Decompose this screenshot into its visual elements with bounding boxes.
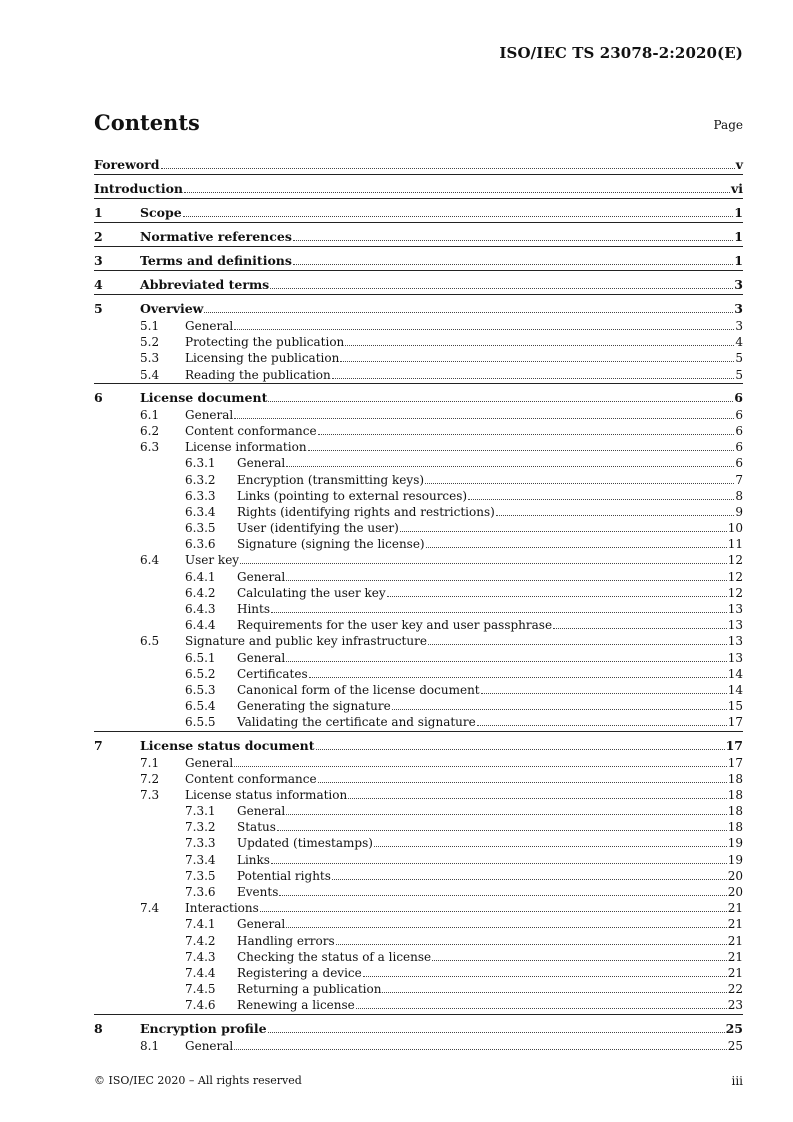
- dot-leader: [348, 798, 727, 799]
- toc-entry-number: 7.3.5: [185, 868, 216, 883]
- toc-entry-title: Handling errors: [237, 933, 335, 948]
- toc-entry-title: Certificates: [237, 666, 308, 681]
- toc-entry-page: 11: [727, 537, 743, 552]
- toc-entry-page: 19: [727, 836, 743, 851]
- toc-entry-page: 5: [735, 351, 743, 366]
- toc-entry-number: 7.1: [140, 755, 160, 770]
- toc-entry-number: 6.3.3: [185, 488, 216, 503]
- toc-entry[interactable]: [94, 682, 743, 698]
- toc-entry-page: 21: [727, 901, 743, 916]
- toc-entry[interactable]: [94, 552, 743, 568]
- dot-leader: [268, 401, 733, 402]
- toc-entry-title: General: [237, 804, 286, 819]
- toc-entry-page: 13: [727, 634, 743, 649]
- toc-entry[interactable]: [94, 650, 743, 666]
- toc-entry-page: 21: [727, 933, 743, 948]
- toc-entry-number: 7.4.6: [185, 998, 216, 1013]
- toc-entry[interactable]: [94, 520, 743, 536]
- toc-entry[interactable]: [94, 852, 743, 868]
- toc-entry[interactable]: [94, 334, 743, 350]
- toc-entry[interactable]: [94, 180, 743, 198]
- dot-leader: [293, 264, 733, 265]
- dot-leader: [374, 846, 727, 847]
- toc-entry-number: 6.5.5: [185, 715, 216, 730]
- dot-leader: [425, 483, 734, 484]
- toc-entry-title: Registering a device: [237, 965, 362, 980]
- toc-entry-title: General: [185, 755, 234, 770]
- toc-entry-number: 7.3: [140, 787, 160, 802]
- toc-entry-title: Generating the signature: [237, 699, 391, 714]
- toc-entry[interactable]: [94, 156, 743, 174]
- dot-leader: [318, 782, 727, 783]
- toc-entry-title: Protecting the publication: [185, 335, 345, 350]
- dot-leader: [260, 911, 727, 912]
- toc-entry-title: License information: [185, 440, 307, 455]
- toc-entry-number: 6.5.4: [185, 699, 216, 714]
- dot-leader: [345, 345, 734, 346]
- toc-entry-number: 6.3: [140, 440, 160, 455]
- toc-entry-title: Events: [237, 885, 279, 899]
- toc-entry-title: Links: [237, 852, 270, 867]
- toc-entry-number: 6.5.2: [185, 666, 216, 681]
- toc-entry-number: 7.4.5: [185, 982, 216, 997]
- toc-entry-number: 7.4.1: [185, 917, 216, 932]
- toc-entry[interactable]: [94, 787, 743, 803]
- toc-entry-number: 6.2: [140, 423, 160, 438]
- toc-entry-number: 7.4: [140, 901, 160, 916]
- toc-entry-page: 4: [735, 335, 743, 350]
- toc-entry[interactable]: [94, 933, 743, 949]
- dot-leader: [286, 580, 726, 581]
- toc-entry-number: 7.4.3: [185, 949, 216, 964]
- dot-leader: [271, 612, 727, 613]
- toc-entry-title: Checking the status of a license: [237, 949, 432, 964]
- dot-leader: [308, 450, 735, 451]
- toc-entry[interactable]: [94, 367, 743, 383]
- toc-entry-title: Introduction: [94, 181, 184, 196]
- toc-entry-page: 25: [727, 1038, 743, 1053]
- toc-entry[interactable]: [94, 472, 743, 488]
- toc-entry-number: 7.3.1: [185, 804, 216, 819]
- toc-entry-title: License status document: [140, 737, 315, 753]
- toc-entry-number: 6.4.1: [185, 569, 216, 584]
- toc-entry[interactable]: [94, 536, 743, 552]
- toc-entry-title: License status information: [185, 787, 348, 802]
- toc-entry-page: 19: [727, 852, 743, 867]
- toc-entry[interactable]: [94, 252, 743, 270]
- toc-entry[interactable]: [94, 900, 743, 916]
- toc-entry[interactable]: [94, 389, 743, 407]
- toc-entry-number: 8.1: [140, 1038, 160, 1053]
- toc-entry[interactable]: [94, 276, 743, 294]
- toc-entry-page: 7: [735, 472, 743, 487]
- toc-entry-number: 4: [94, 277, 103, 292]
- dot-leader: [332, 879, 727, 880]
- dot-leader: [279, 895, 726, 896]
- toc-entry-page: 12: [727, 553, 743, 568]
- toc-entry-number: 5.4: [140, 367, 160, 382]
- toc-entry-number: 6.5.1: [185, 650, 216, 665]
- toc-entry[interactable]: [94, 350, 743, 366]
- toc-entry-page: vi: [730, 181, 743, 196]
- toc-entry-title: General: [237, 569, 286, 584]
- dot-leader: [271, 863, 727, 864]
- toc-entry-page: 3: [734, 277, 743, 292]
- toc-entry[interactable]: [94, 698, 743, 714]
- dot-leader: [234, 766, 726, 767]
- dot-leader: [481, 693, 727, 694]
- toc-entry-number: 5.3: [140, 351, 160, 366]
- dot-leader: [553, 628, 727, 629]
- dot-leader: [234, 418, 734, 419]
- dot-leader: [477, 725, 727, 726]
- toc-entry[interactable]: [94, 204, 743, 222]
- toc-entry-page: 13: [727, 650, 743, 665]
- toc-entry[interactable]: [94, 714, 743, 730]
- toc-entry[interactable]: [94, 755, 743, 771]
- toc-entry-title: Normative references: [140, 229, 292, 244]
- toc-entry[interactable]: [94, 318, 743, 334]
- toc-entry[interactable]: [94, 569, 743, 585]
- dot-leader: [316, 749, 725, 750]
- toc-entry-page: 6: [735, 423, 743, 438]
- toc-entry-title: General: [185, 407, 234, 422]
- toc-entry-page: 6: [734, 389, 743, 405]
- dot-leader: [268, 1032, 725, 1033]
- toc-entry-number: 7.3.3: [185, 836, 216, 851]
- dot-leader: [286, 466, 734, 467]
- toc-entry-number: 6.4: [140, 553, 160, 568]
- toc-entry-page: 5: [735, 367, 743, 382]
- toc-entry-title: Links (pointing to external resources): [237, 488, 468, 503]
- toc-entry[interactable]: [94, 1020, 743, 1038]
- toc-entry-page: 18: [727, 804, 743, 819]
- dot-leader: [387, 596, 727, 597]
- toc-entry-page: 15: [727, 699, 743, 714]
- toc-entry-title: Rights (identifying rights and restrictions): [237, 504, 495, 519]
- toc-entry-number: 6.5.3: [185, 682, 216, 697]
- dot-leader: [432, 960, 727, 961]
- copyright-notice: © ISO/IEC 2020 – All rights reserved: [94, 1074, 302, 1087]
- toc-entry-page: 13: [727, 602, 743, 616]
- document-id: ISO/IEC TS 23078-2:2020(E): [499, 44, 743, 62]
- toc-entry-title: Calculating the user key: [237, 585, 386, 600]
- toc-entry[interactable]: [94, 633, 743, 649]
- toc-entry[interactable]: [94, 835, 743, 851]
- toc-entry-number: 7.3.2: [185, 820, 216, 835]
- dot-leader: [363, 976, 727, 977]
- toc-entry-page: 8: [735, 488, 743, 503]
- toc-entry-page: 6: [735, 407, 743, 422]
- toc-entry-number: 6.3.6: [185, 537, 216, 552]
- page-column-label: Page: [713, 118, 743, 132]
- toc-entry-title: Terms and definitions: [140, 253, 292, 268]
- toc-entry-page: 25: [725, 1020, 743, 1036]
- dot-leader: [392, 709, 727, 710]
- toc-entry-page: 1: [734, 253, 743, 268]
- toc-entry-page: 9: [735, 504, 743, 519]
- toc-entry-title: General: [237, 917, 286, 932]
- dot-leader: [286, 814, 726, 815]
- toc-entry-number: 7.4.2: [185, 933, 216, 948]
- toc-entry-page: 23: [727, 998, 743, 1013]
- toc-entry-page: 21: [727, 965, 743, 980]
- toc-entry-title: Signature (signing the license): [237, 537, 425, 552]
- dot-leader: [309, 677, 727, 678]
- toc-entry-title: Canonical form of the license document: [237, 682, 480, 697]
- page-number: iii: [731, 1074, 743, 1088]
- toc-entry-number: 7.3.6: [185, 885, 216, 899]
- toc-entry[interactable]: [94, 965, 743, 981]
- toc-entry-title: Licensing the publication: [185, 351, 340, 366]
- toc-entry-number: 2: [94, 229, 103, 244]
- toc-entry-number: 1: [94, 205, 103, 220]
- toc-entry-page: 14: [727, 666, 743, 681]
- dot-leader: [234, 1049, 726, 1050]
- toc-entry-title: Updated (timestamps): [237, 836, 373, 851]
- toc-entry-number: 5.2: [140, 335, 160, 350]
- toc-entry-title: Potential rights: [237, 868, 331, 883]
- toc-entry-number: 6.3.1: [185, 456, 216, 471]
- toc-entry-title: License document: [140, 389, 268, 405]
- toc-entry-number: 3: [94, 253, 103, 268]
- toc-entry[interactable]: [94, 819, 743, 835]
- dot-leader: [183, 216, 734, 217]
- dot-leader: [161, 168, 735, 169]
- toc-entry-title: Interactions: [185, 901, 259, 916]
- toc-entry[interactable]: [94, 1038, 743, 1054]
- toc-entry-page: 17: [725, 737, 743, 753]
- toc-entry[interactable]: [94, 228, 743, 246]
- toc-entry[interactable]: [94, 949, 743, 965]
- toc-entry-page: 18: [727, 820, 743, 835]
- dot-leader: [340, 361, 734, 362]
- toc-entry-title: Scope: [140, 205, 182, 220]
- toc-entry-page: 21: [727, 949, 743, 964]
- toc-entry-number: 8: [94, 1020, 103, 1036]
- toc-entry-page: 18: [727, 787, 743, 802]
- toc-entry-page: 10: [727, 521, 743, 536]
- toc-entry[interactable]: [94, 868, 743, 884]
- toc-entry[interactable]: [94, 439, 743, 455]
- dot-leader: [332, 378, 735, 379]
- dot-leader: [286, 661, 726, 662]
- toc-entry-page: 18: [727, 771, 743, 786]
- toc-entry-title: General: [237, 456, 286, 471]
- toc-entry-page: 22: [727, 982, 743, 997]
- toc-entry-title: Signature and public key infrastructure: [185, 634, 427, 649]
- toc-entry-title: Encryption profile: [140, 1020, 267, 1036]
- toc-entry-title: Foreword: [94, 157, 160, 172]
- toc-entry-page: 17: [727, 715, 743, 730]
- toc-entry-number: 6.3.2: [185, 472, 216, 487]
- toc-entry[interactable]: [94, 585, 743, 601]
- dot-leader: [426, 547, 727, 548]
- toc-entry[interactable]: [94, 423, 743, 439]
- toc-entry[interactable]: [94, 666, 743, 682]
- toc-entry-page: 13: [727, 618, 743, 633]
- toc-entry-page: 6: [735, 440, 743, 455]
- toc-entry-page: 20: [727, 868, 743, 883]
- toc-entry-number: 6.4.3: [185, 602, 216, 616]
- toc-entry-title: Status: [237, 820, 276, 835]
- toc-entry-page: 3: [735, 319, 743, 333]
- toc-entry-page: 1: [734, 205, 743, 220]
- toc-entry-title: Reading the publication: [185, 367, 331, 382]
- toc-entry[interactable]: [94, 455, 743, 471]
- toc-entry-title: Content conformance: [185, 771, 317, 786]
- toc-entry-title: General: [185, 319, 234, 333]
- toc-entry-title: Requirements for the user key and user passphrase: [237, 618, 553, 633]
- toc-entry-number: 6.3.5: [185, 521, 216, 536]
- toc-entry[interactable]: [94, 803, 743, 819]
- toc-entry-page: 21: [727, 917, 743, 932]
- toc-entry[interactable]: [94, 737, 743, 755]
- dot-leader: [318, 434, 735, 435]
- toc-entry[interactable]: [94, 407, 743, 423]
- dot-leader: [400, 531, 727, 532]
- toc-entry-page: v: [735, 157, 743, 172]
- toc-entry[interactable]: [94, 488, 743, 504]
- toc-entry-page: 1: [734, 229, 743, 244]
- toc-entry-title: Renewing a license: [237, 998, 355, 1013]
- dot-leader: [496, 515, 735, 516]
- toc-entry-number: 6.1: [140, 407, 160, 422]
- toc-entry[interactable]: [94, 504, 743, 520]
- table-of-contents: [94, 154, 743, 1054]
- toc-entry-number: 6.4.4: [185, 618, 216, 633]
- dot-leader: [184, 192, 730, 193]
- toc-entry-title: Overview: [140, 301, 204, 316]
- toc-entry-number: 5: [94, 301, 103, 316]
- toc-entry-title: General: [237, 650, 286, 665]
- toc-entry-number: 6.3.4: [185, 504, 216, 519]
- toc-entry-number: 5.1: [140, 319, 160, 333]
- toc-entry[interactable]: [94, 771, 743, 787]
- toc-entry-page: 14: [727, 682, 743, 697]
- toc-entry-page: 20: [727, 885, 743, 899]
- dot-leader: [468, 499, 734, 500]
- toc-entry-title: User (identifying the user): [237, 521, 399, 536]
- dot-leader: [286, 927, 726, 928]
- toc-entry-title: User key: [185, 553, 240, 568]
- toc-entry-title: Content conformance: [185, 423, 317, 438]
- page-title: Contents: [94, 110, 200, 135]
- dot-leader: [270, 288, 733, 289]
- toc-entry[interactable]: [94, 300, 743, 318]
- toc-entry[interactable]: [94, 617, 743, 633]
- dot-leader: [293, 240, 733, 241]
- toc-entry-number: 7.2: [140, 771, 160, 786]
- toc-entry-title: Validating the certificate and signature: [237, 715, 476, 730]
- toc-entry-number: 7: [94, 737, 103, 753]
- dot-leader: [240, 563, 727, 564]
- dot-leader: [234, 329, 734, 330]
- toc-entry-number: 7.3.4: [185, 852, 216, 867]
- dot-leader: [428, 644, 727, 645]
- toc-entry[interactable]: [94, 916, 743, 932]
- toc-entry[interactable]: [94, 884, 743, 900]
- toc-entry-title: Encryption (transmitting keys): [237, 472, 425, 487]
- toc-entry-number: 6: [94, 389, 103, 405]
- dot-leader: [382, 992, 726, 993]
- toc-entry-title: Returning a publication: [237, 982, 382, 997]
- toc-entry-title: Hints: [237, 602, 271, 616]
- dot-leader: [336, 944, 727, 945]
- dot-leader: [356, 1008, 727, 1009]
- toc-entry-number: 6.4.2: [185, 585, 216, 600]
- toc-entry-page: 3: [734, 301, 743, 316]
- toc-entry[interactable]: [94, 601, 743, 617]
- toc-entry-page: 6: [735, 456, 743, 471]
- toc-entry-number: 7.4.4: [185, 965, 216, 980]
- toc-entry[interactable]: [94, 981, 743, 997]
- toc-entry-page: 12: [727, 569, 743, 584]
- toc-entry-title: General: [185, 1038, 234, 1053]
- dot-leader: [204, 312, 733, 313]
- dot-leader: [277, 830, 727, 831]
- toc-entry-title: Abbreviated terms: [140, 277, 270, 292]
- toc-entry-page: 12: [727, 585, 743, 600]
- toc-entry[interactable]: [94, 997, 743, 1013]
- toc-entry-page: 17: [727, 755, 743, 770]
- toc-entry-number: 6.5: [140, 634, 160, 649]
